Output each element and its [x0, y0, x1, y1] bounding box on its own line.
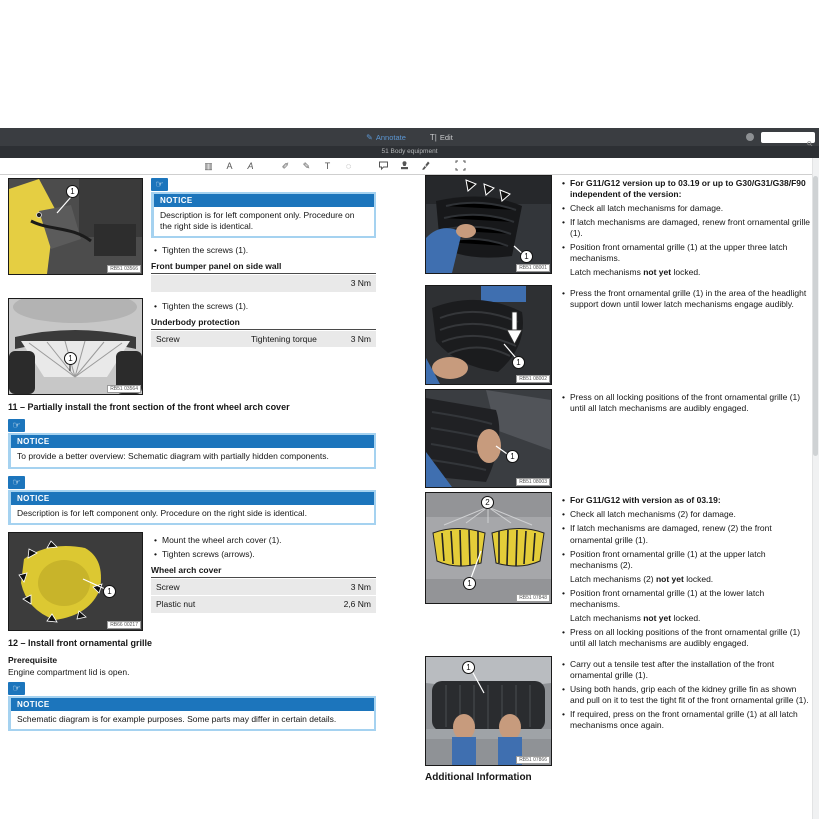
tab-annotate[interactable]	[366, 133, 406, 142]
instruction-bullet: • Using both hands, grip each of the kidney grille fin as shown and pull on it to test the tight fit of the front ornamental grille (1).	[559, 684, 812, 706]
annotate-pencil-icon: ✎	[366, 132, 373, 142]
notice-box	[151, 192, 376, 238]
profile-icon[interactable]	[746, 133, 754, 141]
figure-code: RB51 08002	[516, 375, 550, 383]
callout-badge: 1	[506, 450, 519, 463]
stamp-tool-button[interactable]	[399, 160, 411, 172]
figure-code: RB51 03566	[107, 265, 141, 273]
edit-text-icon: T|	[429, 132, 437, 142]
notice-text: Schematic diagram is for example purposes. Some parts may differ in certain details.	[17, 714, 337, 725]
instruction-subline: Latch mechanisms not yet locked.	[570, 267, 701, 278]
instruction-bullet: • For G11/G12 version up to 03.19 or up to G30/G31/G38/F90 independent of the version:	[559, 178, 812, 200]
prerequisite-text: Engine compartment lid is open.	[8, 667, 130, 678]
callout-badge: 1	[103, 585, 116, 598]
figure-code: RB51 08003	[516, 478, 550, 486]
notice-text: Description is for left component only. Procedure on the right side is identical.	[160, 210, 355, 232]
torque-value: 3 Nm	[350, 333, 371, 344]
page-right-column	[425, 175, 812, 783]
instruction-bullet: • Press the front ornamental grille (1) in the area of the headlight support down until lower latch mechanisms engage audibly.	[559, 288, 812, 310]
figure-grille-tensile-test	[425, 656, 552, 766]
page-left-column	[8, 178, 376, 738]
instruction-bullet: • If latch mechanisms are damaged, renew (2) the front ornamental grille (1).	[559, 523, 812, 545]
right-section-3	[425, 389, 812, 488]
torque-table-title: Wheel arch cover	[151, 565, 376, 578]
notice-header: NOTICE	[11, 492, 374, 505]
text-small-button[interactable]: A	[226, 161, 233, 171]
notice-hand-icon: ☞	[151, 178, 168, 191]
scrollbar-thumb[interactable]	[813, 176, 818, 456]
figure-grille-press-down	[425, 285, 552, 385]
left-section-1	[8, 178, 376, 292]
annotation-toolbar	[0, 158, 819, 175]
instruction-bullet: • For G11/G12 with version as of 03.19:	[559, 495, 812, 506]
notice-hand-icon: ☞	[8, 476, 25, 489]
instruction-bullet: • If latch mechanisms are damaged, renew front ornamental grille (1).	[559, 217, 812, 239]
figure-code: RB51 03564	[107, 385, 141, 393]
signature-pen-tool-button[interactable]	[420, 160, 432, 172]
comment-tool-button[interactable]	[378, 160, 390, 172]
notice-header: NOTICE	[11, 435, 374, 448]
instruction-subline: Latch mechanisms (2) not yet locked.	[570, 573, 714, 584]
instruction-bullet: • Carry out a tensile test after the installation of the front ornamental grille (1).	[559, 659, 812, 681]
torque-mid-label: Tightening torque	[251, 333, 317, 344]
edit-label: Edit	[439, 132, 453, 142]
instruction-bullet: • Check all latch mechanisms (2) for damage.	[559, 509, 812, 520]
notice-box	[8, 490, 376, 525]
step-12-heading: 12 – Install front ornamental grille	[8, 637, 153, 648]
text-tool-button[interactable]: T	[324, 161, 331, 171]
notice-box	[8, 433, 376, 468]
notice-header: NOTICE	[154, 194, 374, 207]
callout-badge: 1	[512, 356, 525, 369]
left-section-2	[8, 298, 376, 395]
instruction-bullet: • If required, press on the front ornamental grille (1) at all latch mechanisms once again.	[559, 709, 812, 731]
tab-edit[interactable]	[430, 133, 453, 142]
torque-table-row	[151, 579, 376, 596]
notice-hand-icon: ☞	[8, 682, 25, 695]
notice-text: To provide a better overview: Schematic diagram with partially hidden components.	[17, 451, 329, 462]
callout-badge: 1	[64, 352, 77, 365]
pen-tool-button[interactable]: ✎	[302, 161, 311, 171]
fullscreen-button[interactable]	[455, 160, 467, 172]
instruction-bullet: • Position front ornamental grille (1) at the lower latch mechanisms.	[559, 588, 812, 610]
pencil-tool-button[interactable]: ✐	[281, 161, 290, 171]
figure-underbody-protection	[8, 298, 143, 395]
notice-box	[8, 696, 376, 731]
figure-code: RB66 00217	[107, 621, 141, 629]
torque-table-title: Underbody protection	[151, 317, 376, 330]
figure-grille-schematic	[425, 492, 552, 604]
breadcrumb: 51 Body equipment	[381, 148, 438, 155]
instruction-bullet: • Tighten the screws (1).	[151, 301, 376, 312]
instruction-bullet: • Check all latch mechanisms for damage.	[559, 203, 812, 214]
torque-table-title: Front bumper panel on side wall	[151, 261, 376, 274]
right-section-5	[425, 656, 812, 766]
instruction-bullet: • Tighten the screws (1).	[151, 245, 376, 256]
right-section-1	[425, 175, 812, 281]
torque-value: 2,6 Nm	[343, 599, 371, 610]
torque-table-row	[151, 596, 376, 613]
instruction-bullet: • Tighten screws (arrows).	[151, 549, 376, 560]
figure-grille-lock-positions	[425, 389, 552, 488]
annotate-label: Annotate	[375, 132, 406, 142]
notice-header: NOTICE	[11, 698, 374, 711]
left-section-3	[8, 532, 376, 631]
search-box[interactable]	[761, 132, 815, 143]
instruction-bullet: • Position front ornamental grille (1) at the upper three latch mechanisms.	[559, 242, 812, 264]
torque-label: Plastic nut	[156, 599, 196, 610]
torque-value: 3 Nm	[350, 278, 371, 289]
instruction-bullet: • Press on all locking positions of the front ornamental grille (1) until all latch mechanisms are audibly engaged.	[559, 627, 812, 649]
figure-grille-upper-latch	[425, 175, 552, 274]
figure-wheel-arch-cover	[8, 532, 143, 631]
callout-badge: 2	[481, 496, 494, 509]
callout-badge: 1	[463, 577, 476, 590]
instruction-subline: Latch mechanisms not yet locked.	[570, 612, 701, 623]
sidebar-toggle-button[interactable]: ▥	[204, 161, 213, 171]
breadcrumb-bar	[0, 146, 819, 158]
scrollbar[interactable]	[812, 158, 819, 819]
torque-table-row	[151, 331, 376, 348]
right-section-4	[425, 492, 812, 652]
callout-badge: 1	[520, 250, 533, 263]
prerequisite-label: Prerequisite	[8, 655, 58, 666]
notice-text: Description is for left component only. Procedure on the right side is identical.	[17, 507, 307, 518]
torque-table-row	[151, 275, 376, 292]
instruction-bullet: • Position front ornamental grille (1) at the upper latch mechanisms (2).	[559, 549, 812, 571]
top-navbar	[0, 128, 819, 146]
text-style-button[interactable]: A	[247, 161, 254, 171]
right-section-2	[425, 285, 812, 385]
figure-front-bumper-screws	[8, 178, 143, 275]
instruction-bullet: • Press on all locking positions of the front ornamental grille (1) until all latch mechanisms are audibly engaged.	[559, 392, 812, 414]
figure-code: RB51 07866	[516, 756, 550, 764]
notice-hand-icon: ☞	[8, 419, 25, 432]
additional-information-heading: Additional Information	[425, 771, 532, 783]
callout-badge: 1	[462, 661, 475, 674]
lasso-tool-button[interactable]: ◌	[345, 161, 352, 171]
instruction-bullet: • Mount the wheel arch cover (1).	[151, 535, 376, 546]
torque-label: Screw	[156, 333, 180, 344]
callout-badge: 1	[66, 185, 79, 198]
torque-value: 3 Nm	[350, 581, 371, 592]
figure-code: RB51 07848	[516, 594, 550, 602]
figure-code: RB51 08001	[516, 264, 550, 272]
step-11-heading: 11 – Partially install the front section of the front wheel arch cover	[8, 401, 290, 412]
torque-label: Screw	[156, 581, 180, 592]
